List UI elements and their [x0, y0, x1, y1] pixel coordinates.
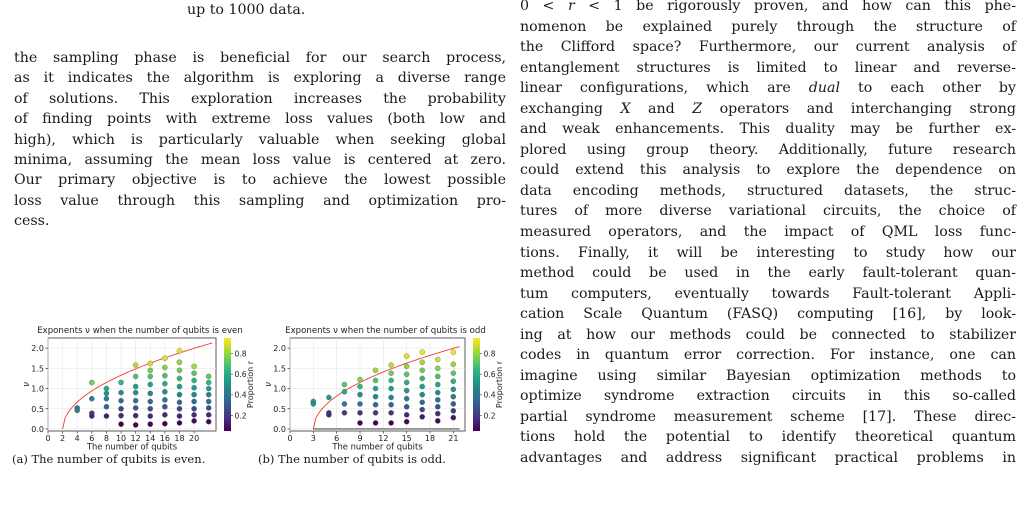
- paragraph-line: measured operators, and the impact of QML loss func-: [520, 224, 1016, 241]
- data-point: [177, 348, 182, 353]
- data-point: [420, 350, 425, 355]
- data-point: [177, 420, 182, 425]
- data-point: [133, 390, 138, 395]
- paragraph-line: tions hold the potential to identify theoretical quantum: [520, 429, 1016, 446]
- figure-panels: [14, 324, 506, 454]
- data-point: [404, 364, 409, 369]
- data-point: [162, 421, 167, 426]
- data-point: [342, 389, 347, 394]
- y-axis-label: ν: [264, 382, 274, 387]
- data-point: [104, 386, 109, 391]
- data-point: [404, 372, 409, 377]
- data-point: [451, 350, 456, 355]
- subcaption-b: (b) The number of qubits is odd.: [258, 452, 446, 466]
- y-tick-label: 1.5: [31, 364, 44, 374]
- paragraph-line: of finding points with extreme loss values (both low and: [14, 111, 506, 128]
- data-point: [162, 365, 167, 370]
- data-point: [389, 402, 394, 407]
- data-point: [451, 394, 456, 399]
- data-point: [104, 413, 109, 418]
- data-point: [435, 404, 440, 409]
- data-point: [389, 371, 394, 376]
- paragraph-line: linear configurations, which are dual to each other by: [520, 80, 1016, 97]
- data-point: [342, 401, 347, 406]
- data-point: [206, 374, 211, 379]
- data-point: [357, 392, 362, 397]
- colorbar-tick-label: 0.8: [483, 349, 496, 359]
- paragraph-line: ing at how our methods could be connected to stabilizer: [520, 326, 1016, 343]
- data-point: [191, 412, 196, 417]
- data-point: [373, 402, 378, 407]
- data-point: [435, 390, 440, 395]
- chart-odd-qubits: [256, 324, 506, 454]
- data-point: [435, 357, 440, 362]
- data-point: [435, 411, 440, 416]
- paragraph-line: exchanging X and Z operators and interchanging strong: [520, 100, 1016, 117]
- data-point: [389, 410, 394, 415]
- data-point: [373, 378, 378, 383]
- data-point: [451, 401, 456, 406]
- data-point: [133, 413, 138, 418]
- paragraph-line: tions. Finally, it will be interesting to study how our: [520, 244, 1016, 261]
- colorbar-label: Proportion r: [495, 360, 504, 409]
- data-point: [162, 381, 167, 386]
- data-point: [404, 412, 409, 417]
- data-point: [206, 412, 211, 417]
- data-point: [389, 420, 394, 425]
- y-tick-label: 1.0: [273, 384, 286, 394]
- data-point: [373, 410, 378, 415]
- paragraph-line: codes in quantum error correction. For instance, one can: [520, 347, 1016, 364]
- colorbar: [473, 338, 480, 431]
- data-point: [357, 377, 362, 382]
- data-point: [435, 382, 440, 387]
- x-tick-label: 20: [188, 434, 200, 443]
- data-point: [148, 361, 153, 366]
- left-paragraph: [14, 48, 506, 232]
- data-point: [177, 360, 182, 365]
- data-point: [342, 382, 347, 387]
- x-tick-label: 18: [174, 434, 185, 443]
- chart-title: Exponents ν when the number of qubits is odd: [285, 326, 486, 336]
- x-tick-label: 15: [401, 434, 412, 443]
- paragraph-line: of solutions. This exploration increases the probability: [14, 90, 506, 107]
- x-tick-label: 0: [45, 434, 51, 443]
- paragraph-line: entanglement structures is limited to linear and reverse-: [520, 59, 1016, 76]
- y-tick-label: 0.5: [273, 404, 286, 414]
- colorbar: [224, 338, 231, 431]
- data-point: [435, 374, 440, 379]
- data-point: [435, 397, 440, 402]
- plot-frame: [48, 338, 216, 431]
- data-point: [451, 362, 456, 367]
- data-point: [357, 420, 362, 425]
- data-point: [373, 386, 378, 391]
- data-point: [133, 374, 138, 379]
- colorbar-tick-label: 0.2: [234, 411, 247, 421]
- paragraph-line: tures of more diverse variational circuits, the choice of: [520, 203, 1016, 220]
- data-point: [206, 419, 211, 424]
- paragraph-line: nomenon be explained purely through the structure of: [520, 18, 1016, 35]
- data-point: [373, 394, 378, 399]
- data-point: [326, 395, 331, 400]
- data-point: [89, 413, 94, 418]
- data-point: [420, 376, 425, 381]
- x-tick-label: 8: [103, 434, 109, 443]
- paragraph-line: minima, assuming the mean loss value is centered at zero.: [14, 152, 506, 169]
- data-point: [342, 410, 347, 415]
- data-point: [162, 404, 167, 409]
- data-point: [404, 404, 409, 409]
- data-point: [191, 392, 196, 397]
- x-axis-label: The number of qubits: [86, 441, 178, 452]
- data-point: [451, 408, 456, 413]
- data-point: [191, 371, 196, 376]
- data-point: [148, 391, 153, 396]
- data-point: [451, 379, 456, 384]
- x-axis-label: The number of qubits: [332, 441, 423, 452]
- paragraph-line: plored using group theory. Additionally, future research: [520, 141, 1016, 158]
- colorbar-label: Proportion r: [246, 360, 255, 409]
- data-point: [191, 378, 196, 383]
- colorbar-tick-label: 0.6: [234, 369, 247, 379]
- paragraph-line: tum computers, eventually towards Fault-tolerant Appli-: [520, 285, 1016, 302]
- paragraph-line: could extend this analysis to explore the dependence on: [520, 162, 1016, 179]
- paragraph-line: and weak enhancements. This duality may be further ex-: [520, 121, 1016, 138]
- data-point: [148, 413, 153, 418]
- figure-caption-fragment: [14, 0, 506, 24]
- data-point: [118, 380, 123, 385]
- colorbar-tick-label: 0.4: [234, 390, 247, 400]
- data-point: [191, 399, 196, 404]
- data-point: [389, 378, 394, 383]
- colorbar-tick-label: 0.4: [483, 390, 496, 400]
- x-tick-label: 18: [424, 434, 436, 443]
- x-tick-label: 6: [334, 434, 340, 443]
- data-point: [373, 368, 378, 373]
- data-point: [118, 398, 123, 403]
- data-point: [206, 386, 211, 391]
- paragraph-line: data encoding methods, structured datasets, the struc-: [520, 182, 1016, 199]
- x-tick-label: 12: [130, 434, 141, 443]
- data-point: [104, 391, 109, 396]
- y-tick-label: 0.0: [273, 424, 286, 434]
- data-point: [148, 406, 153, 411]
- paragraph-line: Our primary objective is to achieve the lowest possible: [14, 172, 506, 189]
- data-point: [451, 371, 456, 376]
- data-point: [357, 401, 362, 406]
- paragraph-line: 0 < r < 1 be rigorously proven, and how can this phe-: [520, 0, 1016, 14]
- data-point: [133, 405, 138, 410]
- y-tick-label: 1.0: [31, 384, 44, 394]
- data-point: [177, 376, 182, 381]
- y-tick-label: 2.0: [273, 344, 286, 354]
- data-point: [148, 382, 153, 387]
- x-tick-label: 6: [89, 434, 95, 443]
- paragraph-line: advantages and address significant practical problems in: [520, 450, 1016, 467]
- data-point: [118, 422, 123, 427]
- x-tick-label: 3: [310, 434, 316, 443]
- data-point: [420, 360, 425, 365]
- data-point: [420, 407, 425, 412]
- data-point: [162, 389, 167, 394]
- data-point: [206, 405, 211, 410]
- data-point: [451, 387, 456, 392]
- data-point: [104, 404, 109, 409]
- chart-title: Exponents ν when the number of qubits is even: [37, 326, 243, 336]
- paragraph-line: the Clifford space? Furthermore, our current analysis of: [520, 39, 1016, 56]
- data-point: [89, 380, 94, 385]
- data-point: [311, 401, 316, 406]
- data-point: [357, 410, 362, 415]
- paragraph-line: method could be used in the early fault-tolerant quan-: [520, 265, 1016, 282]
- y-tick-label: 1.5: [273, 364, 286, 374]
- data-point: [118, 390, 123, 395]
- data-point: [191, 385, 196, 390]
- data-point: [206, 392, 211, 397]
- data-point: [206, 399, 211, 404]
- paragraph-line: high), which is particularly valuable when seeking global: [14, 131, 506, 148]
- data-point: [389, 362, 394, 367]
- x-tick-label: 4: [74, 434, 80, 443]
- data-point: [104, 396, 109, 401]
- data-point: [435, 366, 440, 371]
- caption-text: up to 1000 data.: [187, 2, 306, 18]
- x-tick-label: 2: [60, 434, 66, 443]
- data-point: [420, 368, 425, 373]
- data-point: [162, 373, 167, 378]
- x-tick-label: 0: [287, 434, 293, 443]
- y-axis-label: ν: [22, 382, 32, 387]
- data-point: [191, 406, 196, 411]
- data-point: [148, 368, 153, 373]
- y-tick-label: 2.0: [31, 344, 44, 354]
- data-point: [404, 380, 409, 385]
- chart-even-qubits: [14, 324, 254, 454]
- data-point: [389, 386, 394, 391]
- data-point: [435, 418, 440, 423]
- data-point: [177, 413, 182, 418]
- data-point: [118, 413, 123, 418]
- data-point: [148, 422, 153, 427]
- right-column: [520, 0, 1016, 469]
- paragraph-line: partial syndrome measurement scheme [17]. These direc-: [520, 408, 1016, 425]
- data-point: [420, 384, 425, 389]
- data-point: [118, 406, 123, 411]
- data-point: [177, 392, 182, 397]
- data-point: [177, 406, 182, 411]
- data-point: [404, 354, 409, 359]
- paragraph-line: optimize syndrome extraction circuits in this so-called: [520, 388, 1016, 405]
- x-tick-label: 14: [145, 434, 156, 443]
- data-point: [148, 399, 153, 404]
- y-tick-label: 0.5: [31, 404, 44, 414]
- x-tick-label: 9: [357, 434, 363, 443]
- data-point: [162, 397, 167, 402]
- data-point: [162, 356, 167, 361]
- data-point: [133, 384, 138, 389]
- data-point: [133, 398, 138, 403]
- data-point: [451, 415, 456, 420]
- x-tick-label: 21: [448, 434, 459, 443]
- paragraph-line: cation Scale Quantum (FASQ) computing [16], by look-: [520, 306, 1016, 323]
- data-point: [75, 408, 80, 413]
- data-point: [162, 412, 167, 417]
- x-tick-label: 16: [159, 434, 170, 443]
- data-point: [177, 400, 182, 405]
- paragraph-line: the sampling phase is beneficial for our search process,: [14, 50, 506, 66]
- data-point: [389, 395, 394, 400]
- data-point: [148, 374, 153, 379]
- data-point: [357, 384, 362, 389]
- data-point: [206, 380, 211, 385]
- data-point: [177, 368, 182, 373]
- data-point: [191, 364, 196, 369]
- paragraph-line: cess.: [14, 213, 50, 230]
- colorbar-tick-label: 0.6: [483, 369, 496, 379]
- x-tick-label: 12: [378, 434, 389, 443]
- colorbar-tick-label: 0.2: [483, 411, 496, 421]
- data-point: [133, 422, 138, 427]
- data-point: [373, 420, 378, 425]
- data-point: [326, 412, 331, 417]
- data-point: [404, 388, 409, 393]
- data-point: [133, 362, 138, 367]
- data-point: [420, 414, 425, 419]
- colorbar-tick-label: 0.8: [234, 349, 247, 359]
- subcaption-a: (a) The number of qubits is even.: [12, 452, 206, 466]
- data-point: [89, 396, 94, 401]
- data-point: [420, 400, 425, 405]
- paragraph-line: imagine using similar Bayesian optimization methods to: [520, 367, 1016, 384]
- data-point: [404, 396, 409, 401]
- y-tick-label: 0.0: [31, 424, 44, 434]
- data-point: [404, 419, 409, 424]
- data-point: [177, 384, 182, 389]
- paragraph-line: loss value through this sampling and optimization pro-: [14, 192, 506, 209]
- data-point: [191, 418, 196, 423]
- data-point: [420, 392, 425, 397]
- x-tick-label: 10: [115, 434, 127, 443]
- paragraph-line: as it indicates the algorithm is exploring a diverse range: [14, 70, 506, 87]
